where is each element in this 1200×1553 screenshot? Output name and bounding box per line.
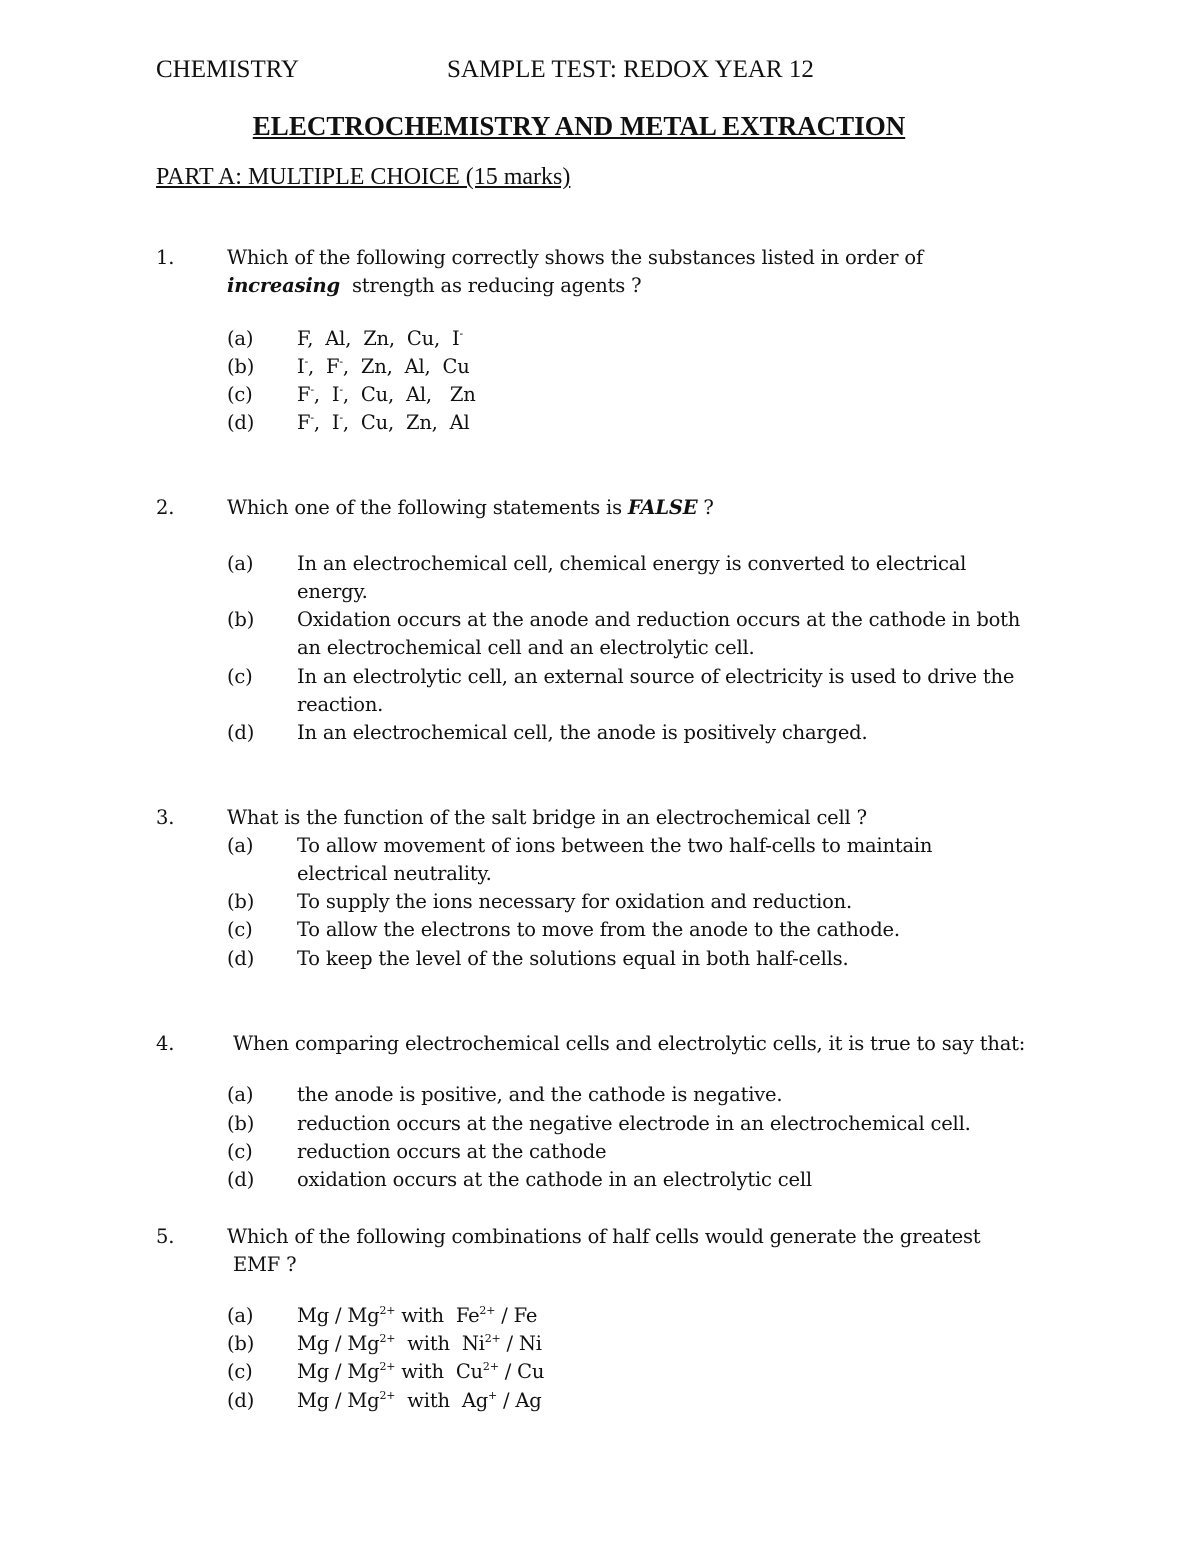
option-text: F, Al, Zn, Cu, I- [297, 327, 464, 350]
option-text: oxidation occurs at the cathode in an electrolytic cell [297, 1168, 812, 1191]
option-text: reduction occurs at the cathode [297, 1140, 607, 1163]
option-label: (a) [227, 1304, 254, 1327]
option-label: (d) [227, 721, 255, 744]
option-label: (a) [227, 1083, 254, 1106]
header-test-title: SAMPLE TEST: REDOX YEAR 12 [447, 56, 814, 83]
option-label: (b) [227, 1332, 255, 1355]
option-text-cont: reaction. [297, 693, 384, 716]
option-text: Mg / $Mg^{2+}$ with Ag+ / Ag [297, 1389, 542, 1412]
header-subject: CHEMISTRY [156, 56, 300, 83]
option-text-cont: an electrochemical cell and an electrolytic cell. [297, 636, 755, 659]
option-text: To allow movement of ions between the two half-cells to maintain [297, 834, 933, 857]
option-text: Mg / $Mg^{2+}$ with $Fe^{2+}$ / Fe [297, 1304, 538, 1327]
option-text: I-, F-, Zn, Al, Cu [297, 355, 470, 378]
question-stem: Which of the following combinations of half cells would generate the greatest [227, 1225, 981, 1248]
part-heading: PART A: MULTIPLE CHOICE (15 marks) [156, 164, 571, 190]
option-label: (c) [227, 665, 253, 688]
question-stem-line2: increasing strength as reducing agents ? [227, 274, 642, 297]
option-label: (b) [227, 890, 255, 913]
option-label: (c) [227, 918, 253, 941]
option-label: (a) [227, 552, 254, 575]
option-text-cont: electrical neutrality. [297, 862, 492, 885]
option-label: (a) [227, 834, 254, 857]
question-number: 3. [156, 806, 175, 829]
option-label: (b) [227, 1112, 255, 1135]
option-text: Oxidation occurs at the anode and reduction occurs at the cathode in both [297, 608, 1021, 631]
option-label: (b) [227, 608, 255, 631]
option-text: the anode is positive, and the cathode is negative. [297, 1083, 783, 1106]
question-stem-line2: EMF ? [233, 1253, 297, 1276]
question-stem: Which one of the following statements is FALSE ? [227, 496, 714, 519]
option-label: (a) [227, 327, 254, 350]
option-label: (c) [227, 1360, 253, 1383]
question-stem: When comparing electrochemical cells and electrolytic cells, it is true to say that: [233, 1032, 1026, 1055]
question-stem: Which of the following correctly shows the substances listed in order of [227, 246, 923, 269]
option-label: (d) [227, 411, 255, 434]
option-label: (b) [227, 355, 255, 378]
option-label: (c) [227, 383, 253, 406]
question-number: 2. [156, 496, 175, 519]
option-text: In an electrolytic cell, an external source of electricity is used to drive the [297, 665, 1015, 688]
emphasis-text: increasing [227, 274, 340, 297]
option-text: To supply the ions necessary for oxidation and reduction. [297, 890, 853, 913]
option-text: To allow the electrons to move from the anode to the cathode. [297, 918, 900, 941]
option-text: Mg / $Mg^{2+}$ with $Cu^{2+}$ / Cu [297, 1360, 545, 1383]
question-number: 5. [156, 1225, 175, 1248]
option-text: Mg / $Mg^{2+}$ with $Ni^{2+}$ / Ni [297, 1332, 542, 1355]
option-label: (d) [227, 1389, 255, 1412]
option-label: (d) [227, 947, 255, 970]
question-number: 4. [156, 1032, 175, 1055]
option-text: F-, I-, Cu, Zn, Al [297, 411, 470, 434]
option-text: reduction occurs at the negative electrode in an electrochemical cell. [297, 1112, 971, 1135]
option-text: F-, I-, Cu, Al, Zn [297, 383, 476, 406]
option-text: In an electrochemical cell, chemical energy is converted to electrical [297, 552, 967, 575]
option-label: (d) [227, 1168, 255, 1191]
emphasis-text: FALSE [627, 496, 698, 519]
option-text: To keep the level of the solutions equal in both half-cells. [297, 947, 849, 970]
question-number: 1. [156, 246, 175, 269]
question-stem: What is the function of the salt bridge in an electrochemical cell ? [227, 806, 867, 829]
option-text: In an electrochemical cell, the anode is positively charged. [297, 721, 868, 744]
page-title: ELECTROCHEMISTRY AND METAL EXTRACTION [252, 111, 906, 141]
option-label: (c) [227, 1140, 253, 1163]
option-text-cont: energy. [297, 580, 368, 603]
